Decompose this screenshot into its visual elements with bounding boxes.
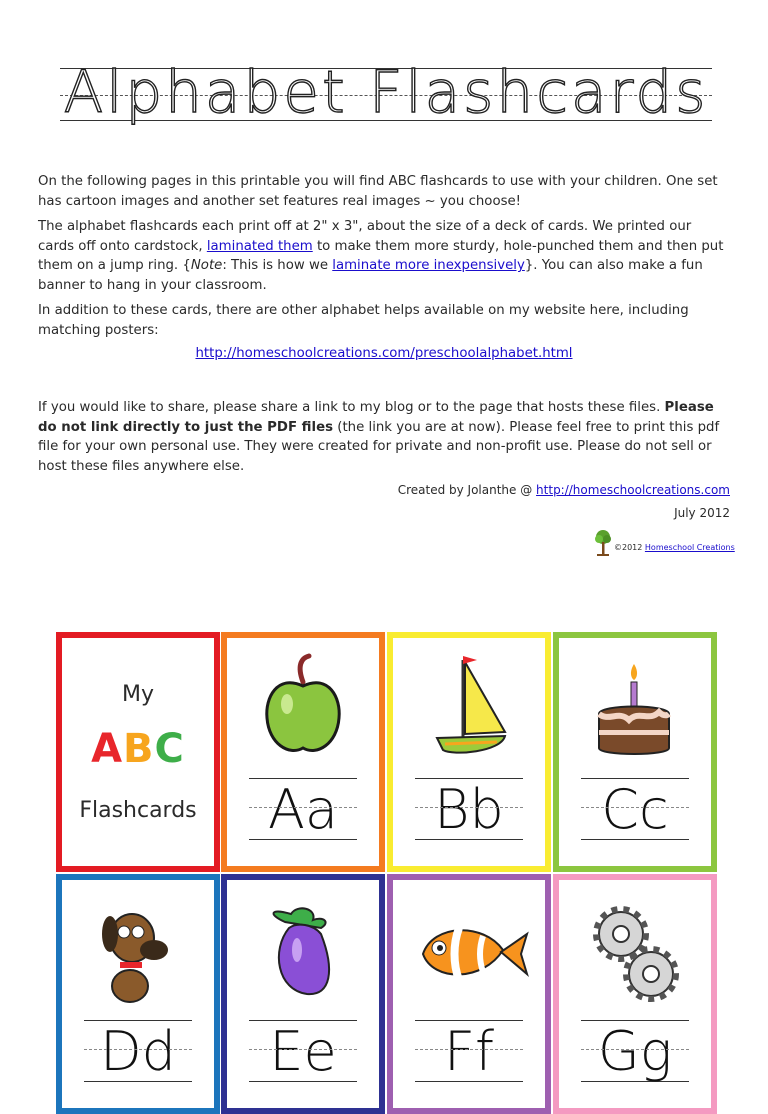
created-by-text: Created by Jolanthe @ bbox=[397, 483, 537, 497]
note-label: Note bbox=[190, 258, 223, 273]
p2-text-c: : This is how we bbox=[222, 258, 333, 273]
card-letters: Aa bbox=[267, 778, 339, 841]
flashcard-d bbox=[56, 874, 220, 1114]
date-line: July 2012 bbox=[674, 506, 730, 520]
laminated-link[interactable]: laminated them bbox=[206, 238, 313, 254]
card-letters: Ff bbox=[443, 1020, 495, 1083]
cover-abc-label bbox=[62, 726, 214, 772]
p2-text-d: }. You can also make a fun banner to hang in your classroom. bbox=[38, 258, 703, 293]
intro-paragraph-3: In addition to these cards, there are other alphabet helps available on my website here, including matching posters: bbox=[38, 303, 689, 338]
homeschool-creations-link[interactable]: Homeschool Creations bbox=[644, 543, 735, 552]
fish-icon bbox=[393, 894, 545, 1014]
letter-guide bbox=[249, 778, 357, 840]
letter-guide bbox=[249, 1020, 357, 1082]
preschool-alphabet-link[interactable]: http://homeschoolcreations.com/preschoolalphabet.html bbox=[195, 346, 573, 361]
cover-my-label: My bbox=[121, 682, 154, 707]
laminate-inexpensive-link[interactable]: laminate more inexpensively bbox=[332, 258, 525, 273]
apple-icon bbox=[227, 652, 379, 772]
created-by-line bbox=[398, 483, 730, 497]
cover-flashcards-label: Flashcards bbox=[79, 798, 197, 823]
intro-paragraph-2 bbox=[38, 217, 730, 295]
title-banner bbox=[60, 58, 712, 134]
p2-text-b: to make them more sturdy, hole-punched them and then put them on a jump ring. { bbox=[38, 238, 724, 273]
cover-letter-b: B bbox=[123, 726, 155, 772]
share-text bbox=[38, 398, 730, 482]
flashcard-b bbox=[387, 632, 551, 872]
posters-link-wrap bbox=[38, 346, 730, 361]
letter-guide bbox=[415, 1020, 523, 1082]
flashcard-e bbox=[221, 874, 385, 1114]
gears-icon bbox=[559, 894, 711, 1014]
flashcard-a bbox=[221, 632, 385, 872]
letter-guide bbox=[415, 778, 523, 840]
intro-text bbox=[38, 172, 730, 346]
card-letters: Ee bbox=[269, 1020, 337, 1083]
logo-text bbox=[614, 543, 735, 552]
dog-icon bbox=[62, 894, 214, 1014]
p4-text-a: If you would like to share, please share a link to my blog or to the page that hosts these files. bbox=[38, 400, 665, 415]
card-letters: Bb bbox=[434, 778, 504, 841]
flashcard-c bbox=[553, 632, 717, 872]
flashcard-f bbox=[387, 874, 551, 1114]
card-letters: Dd bbox=[100, 1020, 176, 1083]
letter-guide bbox=[581, 778, 689, 840]
page-title: Alphabet Flashcards bbox=[63, 58, 709, 126]
cake-icon bbox=[559, 652, 711, 772]
copyright-text: ©2012 bbox=[614, 543, 645, 552]
card-letters: Cc bbox=[601, 778, 669, 841]
share-paragraph bbox=[38, 398, 730, 476]
letter-guide bbox=[581, 1020, 689, 1082]
intro-paragraph-1: On the following pages in this printable you will find ABC flashcards to use with your children. One set has cartoon images and another set features real images ~ you choose! bbox=[38, 174, 718, 209]
cover-letter-a: A bbox=[91, 726, 124, 772]
card-letters: Gg bbox=[597, 1020, 673, 1083]
eggplant-icon bbox=[227, 894, 379, 1014]
p4-text-b: (the link you are at now). Please feel free to print this pdf file for your own personal use. They were created for private and non-profit use. Please do not sell or host these files anywhere else. bbox=[38, 419, 720, 474]
p4-bold: Please do not link directly to just the PDF files bbox=[38, 400, 714, 435]
letter-guide bbox=[84, 1020, 192, 1082]
cover-card bbox=[56, 632, 220, 872]
homeschool-site-link[interactable]: http://homeschoolcreations.com bbox=[536, 483, 730, 497]
sailboat-icon bbox=[393, 652, 545, 772]
tree-icon bbox=[594, 528, 612, 558]
p2-text-a: The alphabet flashcards each print off at 2" x 3", about the size of a deck of cards. We printed our cards off onto cardstock, bbox=[38, 219, 692, 254]
flashcard-g bbox=[553, 874, 717, 1114]
homeschool-creations-logo bbox=[594, 528, 734, 560]
cover-letter-c: C bbox=[154, 726, 185, 772]
